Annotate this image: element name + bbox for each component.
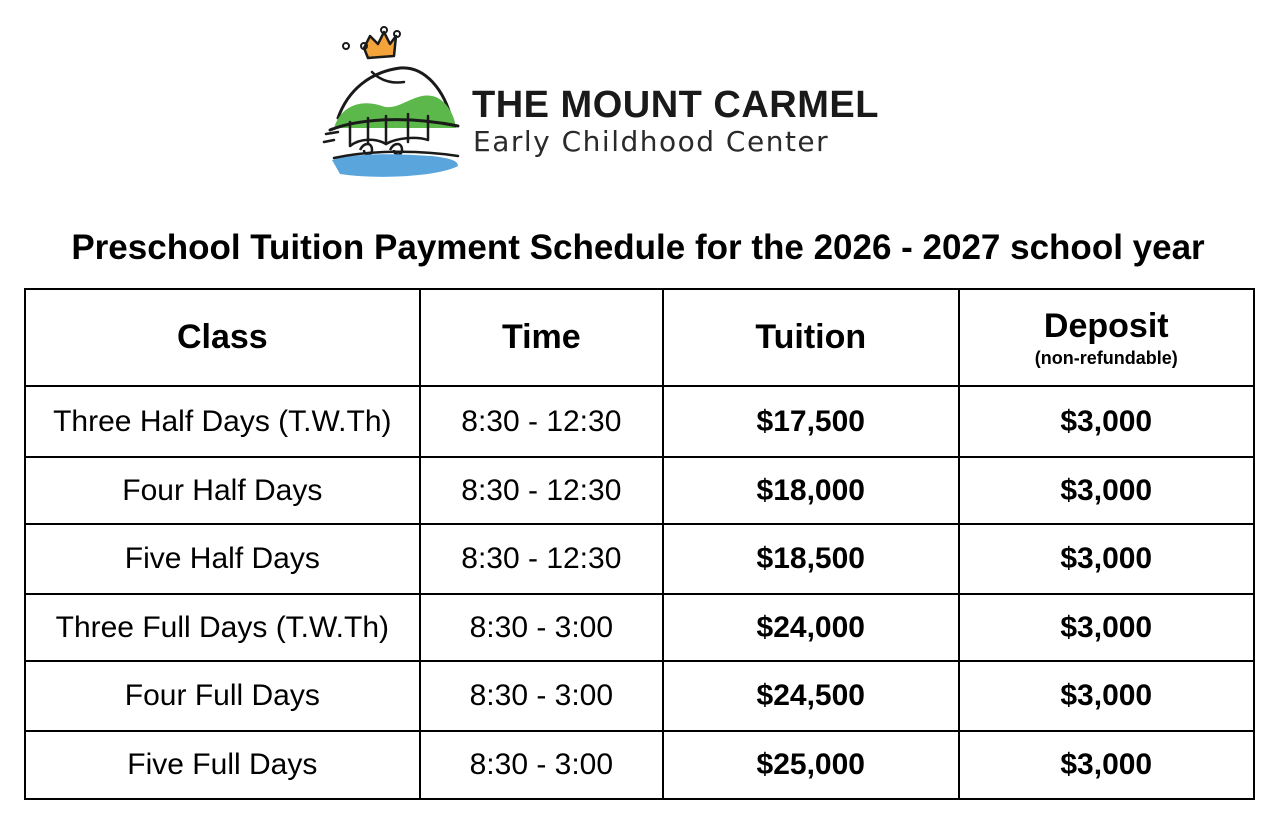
- table-row: [25, 386, 1254, 457]
- cell-class: Five Full Days: [25, 731, 420, 799]
- cell-tuition: $24,000: [663, 594, 958, 661]
- table-row: [25, 661, 1254, 731]
- cell-deposit: $3,000: [959, 524, 1255, 594]
- cell-class: Five Half Days: [25, 524, 420, 594]
- cell-time: 8:30 - 12:30: [420, 386, 663, 457]
- cell-time: 8:30 - 3:00: [420, 731, 663, 799]
- header-class-label: Class: [176, 318, 268, 356]
- header-deposit-note: (non-refundable): [1034, 347, 1178, 368]
- mountain-crown-logo-icon: [320, 10, 470, 190]
- header-deposit-label: Deposit: [1043, 306, 1169, 345]
- header-deposit: [959, 289, 1255, 386]
- logo-name: THE MOUNT CARMEL: [472, 84, 879, 126]
- cell-class: Four Full Days: [25, 661, 420, 731]
- cell-deposit: $3,000: [959, 731, 1255, 799]
- table-row: [25, 731, 1254, 799]
- cell-class: Three Half Days (T.W.Th): [25, 386, 420, 457]
- cell-tuition: $18,000: [663, 457, 958, 524]
- cell-time: 8:30 - 12:30: [420, 457, 663, 524]
- table-row: [25, 457, 1254, 524]
- cell-tuition: $17,500: [663, 386, 958, 457]
- tuition-table: [24, 288, 1255, 800]
- logo-subtitle: Early Childhood Center: [473, 125, 830, 158]
- table-row: [25, 594, 1254, 661]
- cell-class: Four Half Days: [25, 457, 420, 524]
- page-title: Preschool Tuition Payment Schedule for the 2026 - 2027 school year: [71, 228, 1205, 267]
- cell-class: Three Full Days (T.W.Th): [25, 594, 420, 661]
- cell-tuition: $25,000: [663, 731, 958, 799]
- table-header-row: [25, 289, 1254, 386]
- logo: [320, 10, 920, 190]
- cell-deposit: $3,000: [959, 386, 1255, 457]
- cell-deposit: $3,000: [959, 594, 1255, 661]
- cell-tuition: $18,500: [663, 524, 958, 594]
- header-time-label: Time: [501, 318, 581, 356]
- cell-tuition: $24,500: [663, 661, 958, 731]
- header-time: [420, 289, 663, 386]
- cell-time: 8:30 - 3:00: [420, 661, 663, 731]
- cell-deposit: $3,000: [959, 457, 1255, 524]
- header-tuition-label: Tuition: [755, 318, 867, 356]
- table-row: [25, 524, 1254, 594]
- cell-time: 8:30 - 12:30: [420, 524, 663, 594]
- header-tuition: [663, 289, 958, 386]
- header-class: [25, 289, 420, 386]
- cell-time: 8:30 - 3:00: [420, 594, 663, 661]
- cell-deposit: $3,000: [959, 661, 1255, 731]
